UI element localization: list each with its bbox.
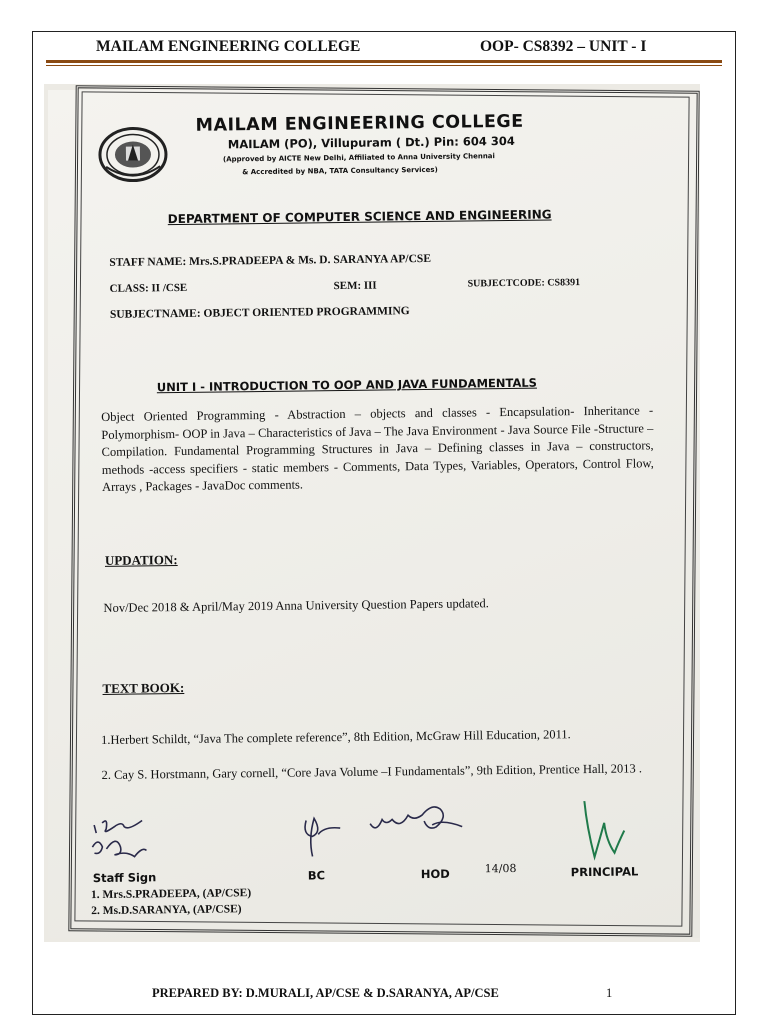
header-college: MAILAM ENGINEERING COLLEGE [96,38,361,55]
staff-list [91,885,252,919]
hod-date: 14/08 [484,861,517,876]
subject-name: SUBJECTNAME: OBJECT ORIENTED PROGRAMMING [109,305,410,321]
textbook-heading: TEXT BOOK: [102,679,185,696]
prepared-by: PREPARED BY: D.MURALI, AP/CSE & D.SARANYA, AP/CSE [152,986,499,1000]
college-emblem-icon [98,126,169,183]
staff-name: STAFF NAME: Mrs.S.PRADEEPA & Ms. D. SARANYA AP/CSE [109,252,432,269]
page-header [0,38,768,62]
header-rule-thin [46,65,722,66]
staff-sign-label: Staff Sign [92,870,157,886]
signature-block [48,800,700,942]
bc-label: BC [307,868,326,883]
textbook-item: 1.Herbert Schildt, “Java The complete reference”, 8th Edition, McGraw Hill Education, 2011. [101,727,571,747]
header-course: OOP- CS8392 – UNIT - I [480,38,647,55]
unit-title: UNIT I - INTRODUCTION TO OOP AND JAVA FUNDAMENTALS [156,375,538,395]
hod-label: HOD [420,866,450,882]
college-approval-line1: (Approved by AICTE New Delhi, Affiliated to Anna University Chennai [222,152,495,164]
semester-label: SEM: III [333,279,377,293]
college-approval-line2: & Accredited by NBA, TATA Consultancy Services) [242,165,438,177]
syllabus-text: Object Oriented Programming - Abstraction – objects and classes - Encapsulation- Inheritance - Polymorphism- OOP in Java – Characteristics of Java – The Java Environment - Java Source File -Structure – Compilation. Fundamental Programming Structures in Java – Defining classes in Java – constructors, methods -access specifiers - static members - Comments, Data Types, Variables, Operators, Control Flow, Arrays , Packages - JavaDoc comments. [101,403,654,495]
header-rule [46,60,722,63]
staff-list-item: 2. Ms.D.SARANYA, (AP/CSE) [91,903,242,918]
department-title: DEPARTMENT OF COMPUTER SCIENCE AND ENGINEERING [167,207,552,227]
page-number: 1 [606,986,613,1000]
scanned-cover-photo [44,84,700,942]
subject-code: SUBJECTCODE: CS8391 [467,277,581,290]
updation-heading: UPDATION: [104,552,178,568]
principal-label: PRINCIPAL [570,864,639,880]
college-name: MAILAM ENGINEERING COLLEGE [195,111,524,136]
updation-text: Nov/Dec 2018 & April/May 2019 Anna University Question Papers updated. [103,596,489,615]
college-address: MAILAM (PO), Villupuram ( Dt.) Pin: 604 304 [227,133,515,152]
class-label: CLASS: II /CSE [109,281,188,295]
textbook-item: 2. Cay S. Horstmann, Gary cornell, “Core Java Volume –I Fundamentals”, 9th Edition, Prentice Hall, 2013 . [101,761,643,782]
staff-list-item: 1. Mrs.S.PRADEEPA, (AP/CSE) [90,887,252,902]
